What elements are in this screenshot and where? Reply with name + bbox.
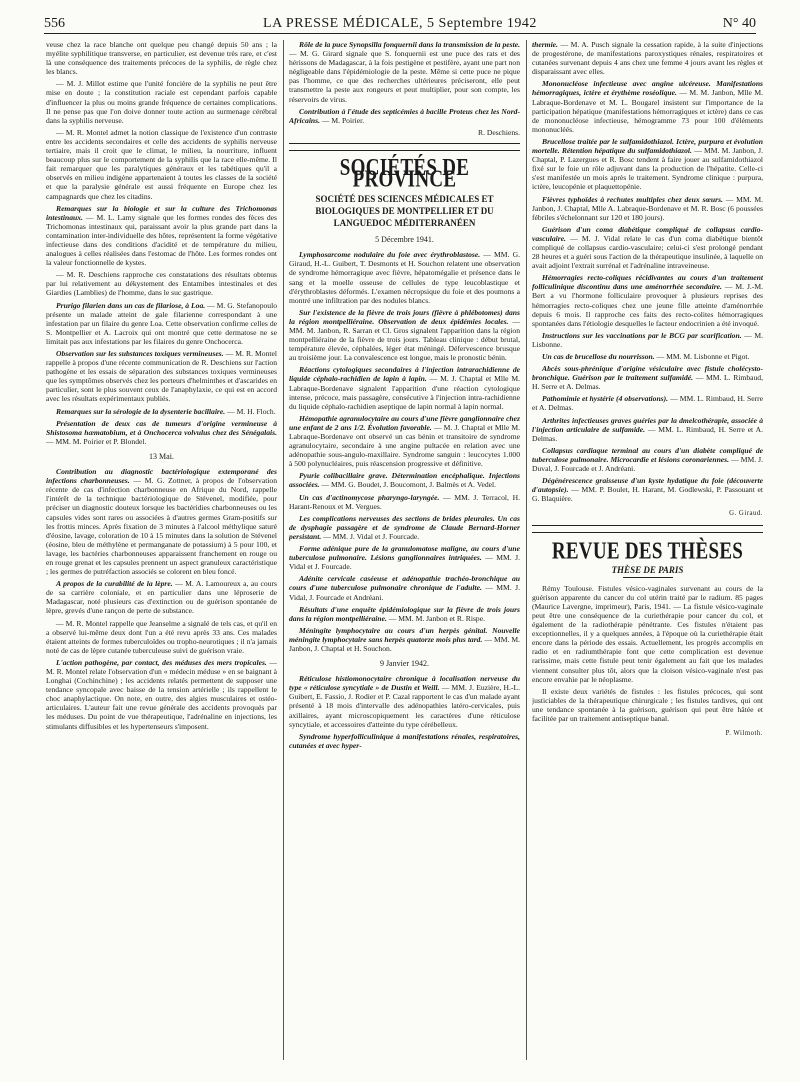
paragraph-body: — M. Poirier.	[321, 115, 365, 125]
paragraph-title: Observation sur les substances toxiques vermineuses.	[56, 349, 224, 358]
paragraph-body: — MM. J. Duval, J. Fourcade et J. Andréani.	[532, 454, 763, 474]
paragraph: Il existe deux variétés de fistules : les fistules précoces, qui sont justiciables de la thérapeutique chirurgicale ; les fistules tardives, qui ont une tendance spontanée à la guérison, guérison qui peut être hâtée et facilitée par un traitement antiseptique banal.	[532, 686, 763, 723]
paragraph-body: — MM. J. Terracol, H. Harant-Renoux et M. Vergues.	[289, 492, 520, 511]
paragraph-title: Un cas de brucellose du nourrisson.	[542, 352, 655, 361]
paragraph-title: L'action pathogène, par contact, des méduses des mers tropicales.	[56, 657, 267, 667]
page-number: 556	[44, 16, 65, 31]
paragraph-title: Adénite cervicale caséeuse et adénopathie trachéo-bronchique au cours d'une tuberculose pulmonaire chronique de l'adulte.	[289, 574, 520, 593]
section-title: SOCIÉTÉS DE PROVINCE	[339, 155, 470, 193]
paragraph-body: — M. A. Pusch signale la cessation rapide, à la suite d'injections de progestérone, de manifestations paroxystiques rénales, respiratoires et cutanées survenant depuis 4 ans chez une femme 4 jours avant les règles et disparaissant avec elles.	[532, 40, 763, 77]
paragraph-title: Sur l'existence de la fièvre de trois jours (fièvre à phlébotomes) dans la région montpelliéraine. Observation de deux épidémies locales.	[289, 307, 520, 326]
section-title: REVUE DES THÈSES	[551, 537, 744, 565]
paragraph-title: Lymphosarcome nodulaire du foie avec érythroblastose.	[299, 250, 481, 260]
paragraph-title: Prurigo filarien dans un cas de filariose, à Loa.	[56, 300, 206, 310]
paragraph	[532, 394, 763, 412]
paragraph	[46, 349, 277, 404]
paragraph-body: — M. J. Chaptal et Mlle M. Labraque-Bordenave ont observé un cas bénin et transitoire de syndrome agranulocytaire, secondaire à une angine pultacée en relation avec une adénopathie sous-angulo-maxillaire. Syndrome sanguin : leucocytes 1.000 à 500 polynucléaires, puis réascension progressive et définitive.	[289, 422, 520, 469]
issue-number: N° 40	[722, 16, 756, 31]
paragraph-body: — MM. M. Janbon, J. Chaptal, P. Lazergues et R. Bosc tendent à faire jouer au sulfamidothiazol fixé sur le foie un rôle adjuvant dans la production de l'hépatite. Celle-ci s'est manifestée un mois après le traitement. Syndrome clinique : purpura, ictère, leucopénie et plaquettopénie.	[532, 146, 763, 192]
paragraph	[289, 544, 520, 571]
paragraph-body: — MM. J. Vidal, J. Fourcade et Andréani.	[289, 583, 520, 602]
column-1	[46, 40, 277, 1065]
paragraph-body: — M. G. Zottner, à propos de l'observation récente de cas d'infection charbonneuse en Afrique du Nord, rappelle l'intérêt de la technique bactériologique de Stévenel, modifiée, pour préciser un diagnostic douteux lorsque les bactéridies charbonneuses ou les capsules vides sont rares ou associées à d'autres germes Gram-positifs sur les frottis minces. Après fixation de 3 minutes à l'alcool méthylique saturé d'éosine, lavage, coloration de 10 à 15 minutes dans la solution de Stévenel (éosine, bleu de méthylène et permanganate de potassium) à 5 pour 100, et lavage, les bactéries charbonneuses apparaissent franchement en rouge ou en rouge grenat et les capsules prennent un aspect granuleux caractéristique ; les germes de putréfaction associés se colorent en bleu foncé.	[46, 476, 277, 577]
paragraph-body: — MM. P. Boulet, H. Harant, M. Godlewski, P. Passouant et G. Blaquière.	[532, 485, 763, 504]
paragraph-title: Collapsus cardiaque terminal au cours d'un diabète compliqué de tuberculose pulmonaire. Microcardie et lésions coronariennes.	[532, 445, 763, 464]
paragraph-title: Dégénérescence graisseuse d'un kyste hydatique du foie (découverte d'autopsie).	[532, 476, 763, 495]
paragraph	[289, 605, 520, 623]
paragraph-body: — MM. M. Lisbonne et Pigot.	[656, 352, 750, 361]
paragraph-body: — MM. J. Vidal et J. Fourcade.	[289, 553, 520, 572]
header-rule	[44, 33, 756, 34]
paragraph-body: — MM. L. Rimbaud, H. Serre et A. Delmas.	[532, 373, 763, 392]
session-date: 13 Mai.	[149, 451, 174, 461]
paragraph	[46, 301, 277, 346]
paragraph-title: Contribution au diagnostic bactériologique extemporané des infections charbonneuses.	[46, 467, 277, 486]
paragraph-body: — MM. M. Janbon et R. Rispe.	[388, 613, 485, 623]
paragraph: — M. R. Deschiens rapproche ces constatations des résultats obtenus par lui relativement au dékystement des Entamibes intestinales et des Giardies (Lamblies) de l'homme, dans le suc gastrique.	[46, 270, 277, 298]
paragraph-body: — M. J.-M. Bert a vu l'hormone folliculaire provoquer à plusieurs reprises des hémorragies recto-coliques chez une jeune fille atteinte d'aménorrhée depuis 6 mois. Il rapproche ces faits des recto-colites hémorragiques spontanées dans l'étiologie desquelles le facteur endocrinien a été invoqué.	[532, 282, 763, 328]
paragraph-title: Résultats d'une enquête épidémiologique sur la fièvre de trois jours dans la région montpelliéraine.	[289, 604, 520, 623]
paragraph-body: — MM. M. Janbon, J. Chaptal, Mlle A. Labraque-Bordenave et M. R. Bosc (6 poussées fébriles s'échelonnant sur 120 et 180 jours).	[532, 194, 763, 222]
author-signature: R. Deschiens.	[478, 127, 520, 137]
paragraph-body: — M. J. Chaptal et Mlle M. Labraque-Bordenave signalent l'apparition d'une réaction cytologique intense, précoce, mais passagère, consécutive à l'injection intra-rachidienne du liquide céphalo-rachidien aseptique de lapin normal à lapin normal.	[289, 374, 520, 411]
paragraph	[289, 308, 520, 363]
paragraph-body: — M. J. Vidal relate le cas d'un coma diabétique bientôt compliqué de collapsus cardio-vasculaire; celui-ci s'est prolongé pendant 28 heures et a guéri sous l'action de la thérapeutique insulinée, à laquelle on avait adjoint l'extrait surrénal et l'adrénaline intraveineuse.	[532, 233, 763, 271]
page-header	[44, 12, 756, 42]
column-divider	[283, 40, 284, 1060]
paragraph-title: Remarques sur la biologie et sur la culture des Trichomonas intestinaux.	[46, 203, 277, 222]
paragraph-body: — M. R. Montel rappelle à propos d'une récente communication de R. Deschiens sur l'action pathogène et les essais de séparation des substances toxiques vermineuses que les symptômes observés chez les porteurs d'helminthes et d'ascarides en particulier, sont le plus souvent ceux de l'anaphylaxie, ce qui est en accord avec les résultats expérimentaux publiés.	[46, 349, 277, 404]
paragraph-title: thermie.	[532, 40, 558, 49]
paragraph	[532, 273, 763, 328]
paragraph-body: — MM. J. Euzière, H.-L. Guibert, E. Fassio, J. Rodier et P. Cazal rapportent le cas d'un malade ayant présenté à 18 mois d'intervalle des adénopathies latéro-cervicales, puis axillaires, ayant microscopiquement les caractères d'une réticulose syncytiale, et accessoires d'atteinte du type cérébelleux.	[289, 683, 520, 729]
paragraph	[289, 471, 520, 489]
paragraph-title: Les complications nerveuses des sections de brides pleurales. Un cas de dysphagie passagère et de syndrome de Claude Bernard-Horner persistant.	[289, 513, 520, 541]
paragraph-title: Syndrome hyperfolliculinique à manifestations rénales, respiratoires, cutanées et avec hyper-	[289, 731, 520, 750]
paragraph	[532, 446, 763, 473]
paragraph-title: Guérison d'un coma diabétique compliqué de collapsus cardio-vasculaire.	[532, 224, 763, 243]
paragraph: Rémy Toulouse. Fistules vésico-vaginales survenant au cours de la guérison apparente du cancer du col utérin traité par le radium. 85 pages (Maurice Lavergne, imprimeur), Paris, 1941. — La fistule vésico-vaginale peut être une conséquence de la curiethérapie pour cancer du col, et également de la radiothérapie pénétrante. Ces fistules n'étaient pas exceptionnelles, il y a quelques années, à l'époque où la curiethérapie était encore dans la période des essais. Actuellement, les progrès accomplis en radio et en radiumthérapie font que cette complication est devenue rarissime, mais cette fistule peut tenir également au fait que les malades viennent consulter plus tôt, alors que la cloison vésico-vaginale n'est pas encore envahie par le néoplasme.	[532, 583, 763, 684]
paragraph	[289, 493, 520, 511]
section-rule	[289, 150, 520, 151]
paragraph-title: Forme adénique pure de la granulomatose maligne, au cours d'une tuberculose pulmonaire. Lésions ganglionnaires intriquées.	[289, 544, 520, 563]
paragraph-title: A propos de la curabilité de la lèpre.	[56, 579, 173, 589]
paragraph-body: — M. H. Floch.	[227, 406, 276, 416]
section-rule	[532, 525, 763, 526]
paragraph	[532, 331, 763, 349]
session-date: 9 Janvier 1942.	[379, 659, 430, 669]
paragraph-body: — M. M. Janbon, Mlle M. Labraque-Bordenave et M. L. Bougarel insistent sur l'importance de la participation hépatique (manifestations hémorragiques et ictère) dans ce cas de mononucléose infectieuse, hémogramme 73 pour 100 d'éléments mononucléés.	[532, 88, 763, 134]
section-rule	[532, 532, 763, 533]
paragraph	[532, 195, 763, 222]
paragraph	[289, 574, 520, 601]
paragraph-title: Abcès sous-phrénique d'origine vésiculaire avec fistule cholécysto-bronchique. Guérison par le traitement sulfamidé.	[532, 364, 763, 383]
paragraph-title: Hémopathie agranulocytaire au cours d'une fièvre ganglionnaire chez une enfant de 2 ans 1/2. Évolution favorable.	[289, 413, 520, 432]
paragraph-title: Brucellose traitée par le sulfamidothiazol. Ictère, purpura et évolution mortelle. Rétention hépatique du sulfamidothiazol.	[532, 136, 763, 156]
paragraph	[532, 79, 763, 134]
session-date: 5 Décembre 1941.	[375, 235, 434, 245]
paragraph-body: — M. G. Stefanopoulo présente un malade atteint de gale filarienne correspondant à une infestation par un filaire du genre Loa. Cette observation confirme celles de S. Montpellier et A. Lacroix qui ont montré que cette dermatose ne se limitait pas aux infestations par les filaires du genre Onchocerca.	[46, 300, 277, 346]
paragraph	[46, 579, 277, 615]
paragraph-body: — MM. J. Vidal et J. Fourcade.	[323, 531, 420, 541]
paragraph	[532, 40, 763, 76]
paragraph-body: — MM. G. Giraud, H.-L. Guibert, T. Desmonts et H. Souchon relatent une observation de syndrome hémorragique avec fièvre, hépatomégalie et présence dans le sang et la moelle osseuse de cellules de type leucoblastique et d'érythroblastes déformés. L'examen nécropsique du foie et des poumons a montré une infiltration par des nodules blancs.	[289, 250, 520, 305]
section-rule	[289, 143, 520, 144]
column-2	[289, 40, 520, 1065]
paragraph: — M. J. Millot estime que l'unité foncière de la syphilis ne peut être mise en doute ; la constitution raciale est cependant parfois capable d'influencer la plus ou moins grande fréquence de certaines complications. Il ne pense pas que l'on doive donner toute action au surmenage cérébral dans la syphilis nerveuse.	[46, 79, 277, 125]
paragraph: veuse chez la race blanche ont quelque peu changé depuis 50 ans ; la myélite syphilitique transverse, en particulier, est devenue très rare, et c'est là une conséquence des traitements précoces de la syphilis, de règle chez les blancs.	[46, 40, 277, 77]
paragraph-body: — M. L. Lamy signale que les formes rondes des fèces des Trichomonas intestinaux qui, paraissant avoir la plus grande part dans la contamination inter-individuelle des hôtes, représentent la forme végétative infectieuse dans des conditions d'acidité et de température du milieu, analogues à celles réalisées dans l'estomac de l'hôte. Les formes rondes ont la valeur fonctionnelle de kystes.	[46, 212, 277, 268]
paragraph-body: — M. A. Lamoureux a, au cours de sa carrière coloniale, et en particulier dans une léproserie de Madagascar, noté plusieurs cas d'extinction ou de guérison spontanée de lèpre, grevés d'une rançon de perte de substance.	[46, 579, 277, 616]
paragraph	[289, 414, 520, 469]
paragraph-title: Réactions cytologiques secondaires à l'injection intrarachidienne de liquide céphalo-rachidien de lapin à lapin.	[289, 365, 520, 384]
paragraph	[289, 107, 520, 125]
paragraph-title: Un cas d'actinomycose pharyngo-laryngée.	[299, 492, 440, 502]
paragraph: — M. R. Montel rappelle que Jeanselme a signalé de tels cas, et qu'il en a observé lui-même deux dont l'un a été revu après 33 ans. Ces malades étaient atteints de formes tuberculoïdes ou tropho-neurotiques ; il n'a jamais noté de cas de lèpre cutanée tuberculeuse suivi de guérison vraie.	[46, 618, 277, 655]
paragraph-title: Remarques sur la sérologie de la dysenterie bacillaire.	[56, 406, 226, 416]
paragraph-title: Hémorragies recto-coliques récidivantes au cours d'un traitement folliculinique discontinu dans une aménorrhée secondaire.	[532, 273, 763, 292]
paragraph-body: — M. Lisbonne.	[532, 330, 763, 349]
paragraph	[289, 732, 520, 750]
paragraph	[46, 419, 277, 446]
short-rule	[623, 577, 673, 578]
paragraph-body: — MM. L. Rimbaud, H. Serre et A. Delmas.	[532, 424, 763, 443]
author-signature: G. Giraud.	[729, 510, 763, 518]
paragraph	[289, 365, 520, 410]
paragraph-body: — MM. L. Rimbaud, H. Serre et A. Delmas.	[532, 394, 763, 413]
column-divider	[526, 40, 527, 1060]
paragraph-body: — MM. M. Janbon, J. Chaptal et H. Souchon.	[289, 634, 520, 653]
paragraph-title: Instructions sur les vaccinations par le BCG par scarification.	[542, 330, 742, 340]
paragraph-title: Arthrites infectieuses graves guéries par la dmelcothérapie, associée à l'injection articulaire de sulfamide.	[532, 415, 763, 434]
paragraph-title: Présentation de deux cas de tumeurs d'origine vermineuse à Shistosoma hæmatobium, et à Onchocerca volvulus chez des Sénégalais.	[46, 418, 277, 437]
thesis-heading: THÈSE DE PARIS	[611, 564, 684, 575]
paragraph	[289, 626, 520, 653]
column-3	[532, 40, 763, 1065]
paragraph-body: — M. R. Montel relate l'observation d'un « médecin méduse » en se baignant à Longhai (Cochinchine) ; les accidents relatés permettent de supposer une tendance syncopale avec baisse de la tension artérielle ; ils rappellent le choc anaphylactique. On note, en outre, des algies musculaires et ostéo-articulaires. L'auteur fait une revue générale des accidents provoqués par les méduses. Du point de vue thérapeutique, l'adrénaline en injections, les stimulants diffusibles et les hypertenseurs s'imposent.	[46, 657, 277, 731]
paragraph-title: Pathomimie et hystérie (4 observations).	[542, 394, 669, 404]
society-name: SOCIÉTÉ DES SCIENCES MÉDICALES ET BIOLOGIQUES DE MONTPELLIER ET DU LANGUEDOC MÉDITERRANÉEN	[315, 194, 494, 229]
paragraph	[532, 476, 763, 503]
paragraph: — M. R. Montel admet la notion classique de l'existence d'un contraste entre les accidents secondaires et celle des accidents de syphilis nerveuse tertiaire, mais il croit que le climat, le milieu, la nourriture, influent beaucoup plus sur le comportement de la syphilis que la race elle-même. Il fait remarquer que les paralytiques généraux et les tabétiques qu'il a observés en milieu indigène appartenaient à toutes les classes de la société et que la paralysie générale est aussi fréquente en Europe chez les campagnards que chez les citadins.	[46, 127, 277, 201]
paragraph	[289, 674, 520, 729]
paragraph-body: — MM. G. Boudet, J. Boucomont, J. Balmès et A. Vedel.	[321, 480, 497, 490]
paragraph	[46, 407, 277, 416]
paragraph-body: — MM. M. Janbon, R. Sarran et Cl. Gros signalent l'apparition dans la région montpelliéraine de la fièvre de trois jours. Tableau clinique : début brutal, température élevée, céphalées, léger état méningé. Défervescence brusque au troisième jour. La convalescence est longue, mais le pronostic bénin.	[289, 316, 520, 363]
paragraph	[289, 250, 520, 305]
paragraph	[46, 467, 277, 576]
paragraph-title: Fièvres typhoïdes à rechutes multiples chez deux sœurs.	[542, 194, 723, 204]
paragraph-title: Pyurie colibacillaire grave. Détermination encéphalique. Injections associées.	[289, 471, 520, 490]
paragraph-title: Méningite lymphocytaire au cours d'un herpès génital. Nouvelle méningite lymphocytaire sans herpès quatorze mois plus tard.	[289, 625, 520, 644]
paragraph	[532, 364, 763, 391]
paragraph	[289, 514, 520, 541]
paragraph	[532, 352, 763, 361]
paragraph	[289, 40, 520, 104]
paragraph-title: Mononucléose infectieuse avec angine ulcéreuse. Manifestations hémorragiques, ictère et érythème roséolique.	[532, 79, 763, 98]
journal-title: LA PRESSE MÉDICALE, 5 Septembre 1942	[263, 16, 537, 31]
paragraph	[532, 416, 763, 443]
paragraph	[46, 658, 277, 731]
paragraph-body: — MM. M. Poirier et P. Blondel.	[46, 436, 147, 446]
paragraph-title: Réticulose histiomonocytaire chronique à localisation nerveuse du type « réticulose syncytiale » de Dustin et Weill.	[289, 674, 520, 693]
author-signature: P. Wilmoth.	[725, 730, 763, 738]
paragraph	[46, 204, 277, 268]
paragraph-title: Contribution à l'étude des septicémies à bacille Proteus chez les Nord-Africains.	[289, 106, 520, 125]
paragraph	[532, 137, 763, 192]
paragraph-body: — M. G. Girard signale que S. fonquernii est une puce des rats et des hérissons de Madagascar, à la fois pestigène et pestifère, ayant une part non négligeable dans l'épidémiologie de la peste. Même si cette puce ne pique pas l'homme, ce que des recherches ultérieures préciseront, elle peut transmettre la peste aux rongeurs et peut multiplier, pour son compte, les réservoirs de virus.	[289, 49, 520, 104]
paragraph-title: Rôle de la puce Synopsilla fonquernii dans la transmission de la peste.	[299, 40, 520, 49]
paragraph	[532, 225, 763, 270]
